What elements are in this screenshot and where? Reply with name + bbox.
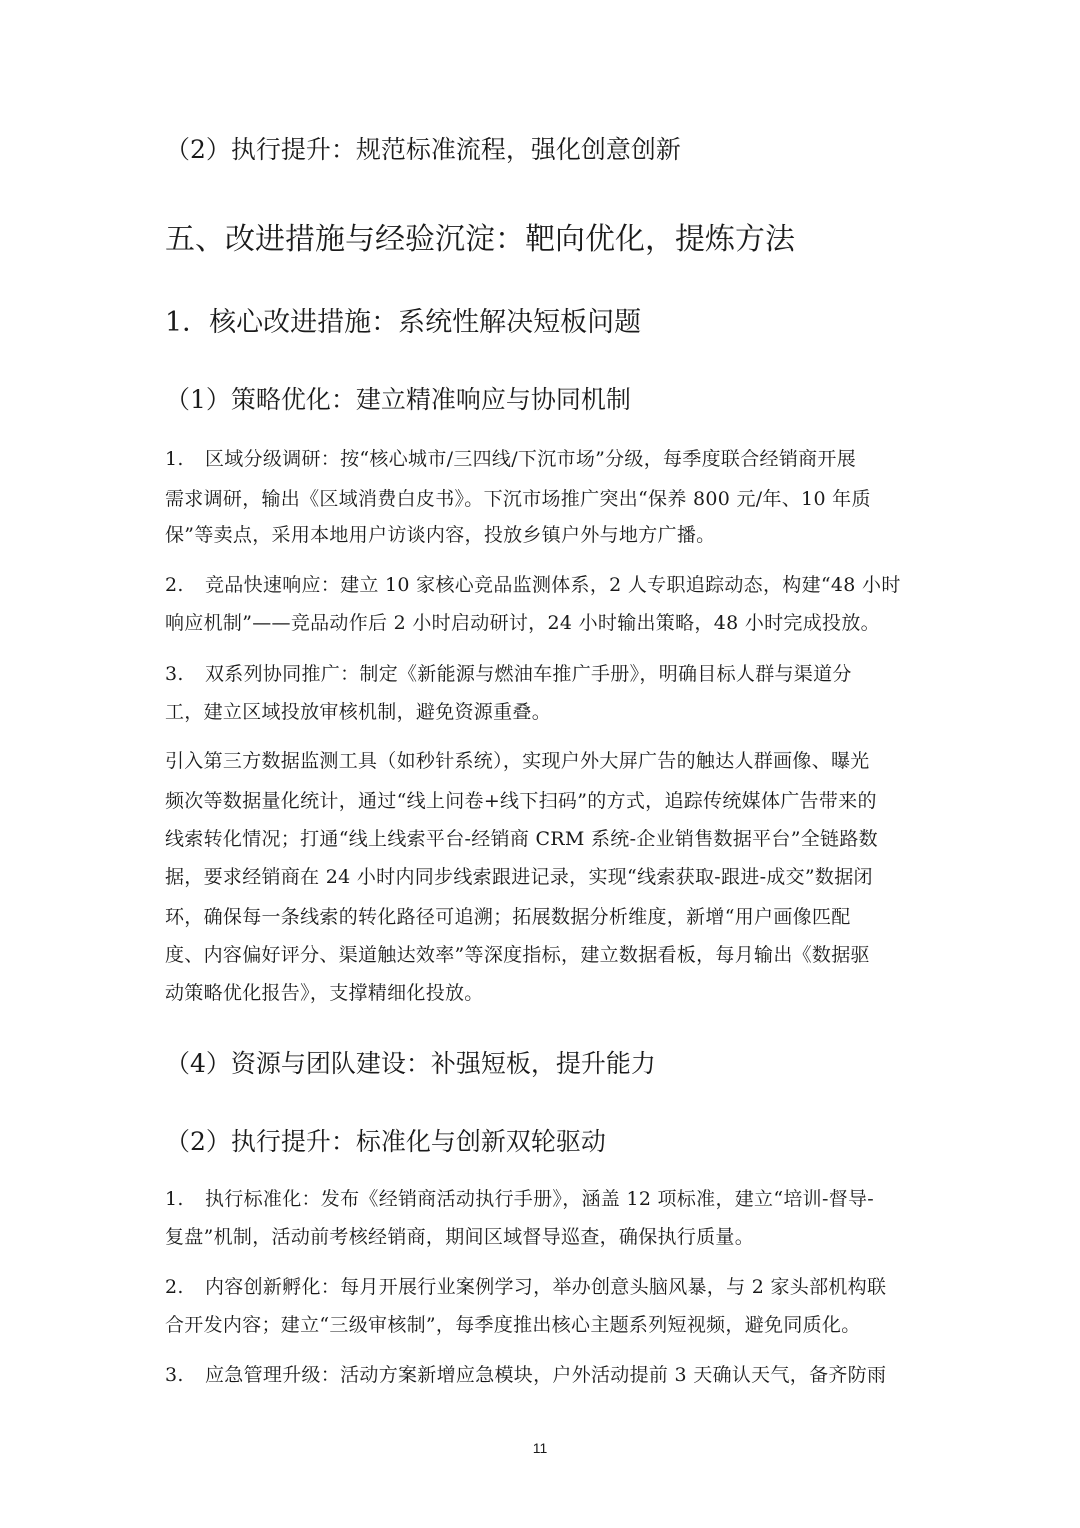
list-item-line: 需求调研，输出《区域消费白皮书》。下沉市场推广突出“保养 800 元/年、10 年质 (165, 488, 871, 510)
list-item-number: 3. (165, 1364, 184, 1386)
page-number: 11 (532, 1440, 548, 1456)
list-item-text: 执行标准化：发布《经销商活动执行手册》，涵盖 12 项标准，建立“培训-督导- (205, 1188, 875, 1210)
list-item-line (165, 1360, 886, 1387)
list-item-line: 保”等卖点，采用本地用户访谈内容，投放乡镇户外与地方广播。 (165, 524, 716, 546)
paragraph-line: 动策略优化报告》，支撑精细化投放。 (165, 982, 484, 1004)
list-item-number: 2. (165, 574, 184, 596)
list-item-line (165, 1272, 886, 1299)
subheading-resource-team: （4）资源与团队建设：补强短板，提升能力 (165, 1049, 656, 1078)
subheading-execution-dual-drive: （2）执行提升：标准化与创新双轮驱动 (165, 1127, 606, 1156)
list-item-line (165, 444, 856, 471)
chapter-heading-five: 五、改进措施与经验沉淀：靶向优化，提炼方法 (165, 222, 795, 257)
list-item-number: 3. (165, 663, 184, 685)
list-item-text: 区域分级调研：按“核心城市/三四线/下沉市场”分级，每季度联合经销商开展 (205, 448, 857, 470)
paragraph-line: 引入第三方数据监测工具（如秒针系统），实现户外大屏广告的触达人群画像、曝光 (165, 750, 870, 772)
subheading-execution-improvement: （2）执行提升：规范标准流程，强化创意创新 (165, 135, 681, 164)
section-heading-core-measures: 1．核心改进措施：系统性解决短板问题 (165, 307, 642, 338)
list-item-text: 应急管理升级：活动方案新增应急模块，户外活动提前 3 天确认天气，备齐防雨 (205, 1364, 887, 1386)
list-item-line (165, 659, 852, 686)
paragraph-line: 频次等数据量化统计，通过“线上问卷+线下扫码”的方式，追踪传统媒体广告带来的 (165, 790, 877, 812)
subheading-strategy-optimization: （1）策略优化：建立精准响应与协同机制 (165, 385, 631, 414)
list-item-text: 双系列协同推广：制定《新能源与燃油车推广手册》，明确目标人群与渠道分 (205, 663, 852, 685)
list-item-line: 复盘”机制，活动前考核经销商，期间区域督导巡查，确保执行质量。 (165, 1226, 755, 1248)
paragraph-line: 线索转化情况；打通“线上线索平台-经销商 CRM 系统-企业销售数据平台”全链路数 (165, 828, 878, 850)
list-item-line (165, 570, 901, 597)
list-item-text: 内容创新孵化：每月开展行业案例学习，举办创意头脑风暴，与 2 家头部机构联 (205, 1276, 887, 1298)
list-item-line: 合开发内容；建立“三级审核制”，每季度推出核心主题系列短视频，避免同质化。 (165, 1314, 861, 1336)
list-item-number: 1. (165, 1188, 184, 1210)
paragraph-line: 度、内容偏好评分、渠道触达效率”等深度指标，建立数据看板，每月输出《数据驱 (165, 944, 870, 966)
list-item-number: 2. (165, 1276, 184, 1298)
list-item-number: 1. (165, 448, 184, 470)
paragraph-line: 环，确保每一条线索的转化路径可追溯；拓展数据分析维度，新增“用户画像匹配 (165, 906, 851, 928)
list-item-line: 响应机制”——竞品动作后 2 小时启动研讨，24 小时输出策略，48 小时完成投放。 (165, 612, 880, 634)
paragraph-line: 据，要求经销商在 24 小时内同步线索跟进记录，实现“线索获取-跟进-成交”数据闭 (165, 866, 873, 888)
list-item-line (165, 1184, 874, 1211)
list-item-text: 竞品快速响应：建立 10 家核心竞品监测体系，2 人专职追踪动态，构建“48 小时 (205, 574, 901, 596)
list-item-line: 工，建立区域投放审核机制，避免资源重叠。 (165, 701, 552, 723)
